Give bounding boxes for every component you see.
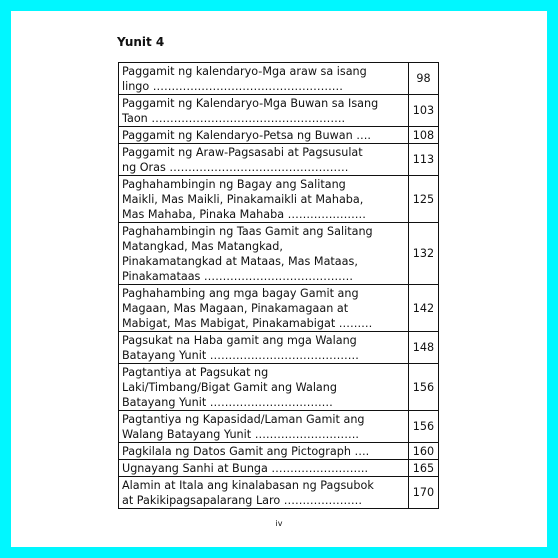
toc-page-number: 170 — [408, 477, 438, 509]
toc-topic: Paghahambingin ng Bagay ang Salitang Maikli, Mas Maikli, Pinakamaikli at Mahaba, Mas Mahaba, Pinaka Mahaba ………………… — [119, 176, 409, 223]
table-of-contents — [118, 62, 439, 509]
toc-row — [119, 332, 439, 364]
toc-page-number: 98 — [408, 63, 438, 95]
toc-topic: Paggamit ng kalendaryo-Mga araw sa isang lingo …………………………………………… — [119, 63, 409, 95]
toc-topic: Paghahambingin ng Taas Gamit ang Salitang Matangkad, Mas Matangkad, Pinakamatangkad at Mataas, Mas Mataas, Pinakamataas …………………………………. — [119, 223, 409, 285]
toc-page-number: 113 — [408, 144, 438, 176]
toc-row — [119, 144, 439, 176]
toc-topic: Alamin at Itala ang kinalabasan ng Pagsubok at Pakikipagsapalarang Laro ………………… — [119, 477, 409, 509]
toc-page-number: 103 — [408, 95, 438, 127]
toc-topic: Paghahambing ang mga bagay Gamit ang Magaan, Mas Magaan, Pinakamagaan at Mabigat, Mas Mabigat, Pinakamabigat ……… — [119, 285, 409, 332]
toc-page-number: 156 — [408, 411, 438, 443]
toc-row — [119, 127, 439, 144]
toc-topic: Ugnayang Sanhi at Bunga …………………….. — [119, 460, 409, 477]
document-page — [11, 11, 547, 547]
toc-row — [119, 63, 439, 95]
toc-row — [119, 364, 439, 411]
toc-page-number: 132 — [408, 223, 438, 285]
toc-topic: Pagtantiya at Pagsukat ng Laki/Timbang/Bigat Gamit ang Walang Batayang Yunit …………………………… — [119, 364, 409, 411]
toc-row — [119, 443, 439, 460]
toc-row — [119, 460, 439, 477]
toc-page-number: 142 — [408, 285, 438, 332]
page-number: iv — [275, 519, 283, 528]
toc-page-number: 125 — [408, 176, 438, 223]
toc-page-number: 160 — [408, 443, 438, 460]
unit-title: Yunit 4 — [117, 35, 165, 49]
toc-body — [119, 63, 439, 509]
toc-page-number: 108 — [408, 127, 438, 144]
toc-page-number: 148 — [408, 332, 438, 364]
toc-topic: Paggamit ng Kalendaryo-Petsa ng Buwan …. — [119, 127, 409, 144]
toc-topic: Paggamit ng Araw-Pagsasabi at Pagsusulat ng Oras ………………………………………… — [119, 144, 409, 176]
toc-row — [119, 411, 439, 443]
toc-row — [119, 285, 439, 332]
toc-page-number: 165 — [408, 460, 438, 477]
toc-row — [119, 176, 439, 223]
toc-topic: Pagtantiya ng Kapasidad/Laman Gamit ang Walang Batayang Yunit ………………………. — [119, 411, 409, 443]
toc-row — [119, 223, 439, 285]
toc-row — [119, 95, 439, 127]
toc-page-number: 156 — [408, 364, 438, 411]
toc-topic: Pagsukat na Haba gamit ang mga Walang Batayang Yunit …………………………………. — [119, 332, 409, 364]
toc-topic: Paggamit ng Kalendaryo-Mga Buwan sa Isang Taon ……………………………………………. — [119, 95, 409, 127]
toc-topic: Pagkilala ng Datos Gamit ang Pictograph …. — [119, 443, 409, 460]
toc-row — [119, 477, 439, 509]
